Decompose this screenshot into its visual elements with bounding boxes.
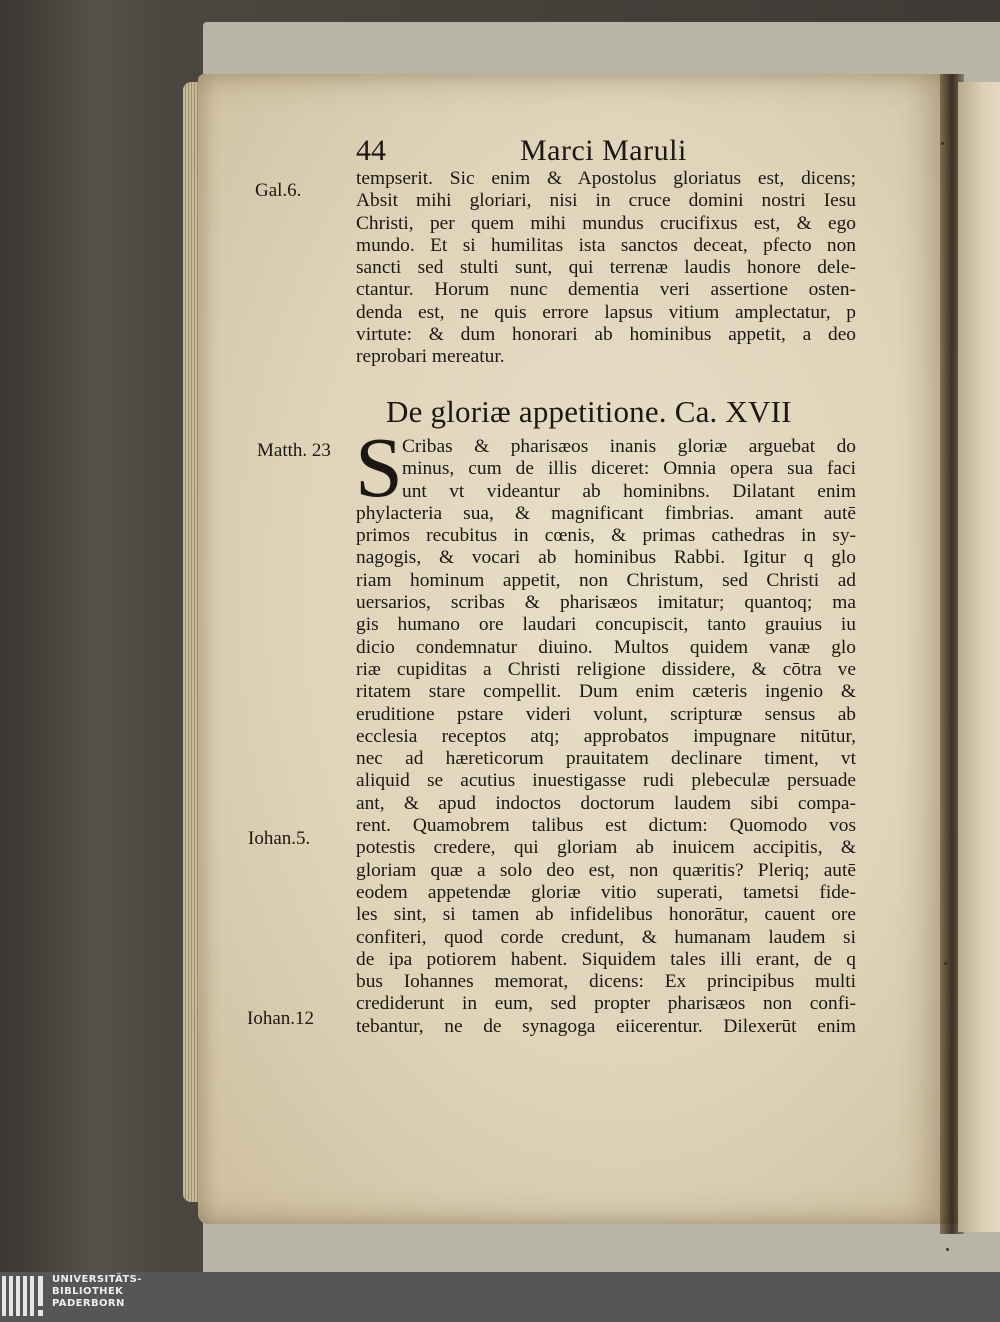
library-name [52,1274,142,1310]
text-line: Absit mihi gloriari, nisi in cruce domini nostri Iesu [356,190,856,212]
text-line: eruditione pstare videri volunt, scripturæ sensus ab [356,703,856,725]
text-line: Cribas & pharisæos inanis gloriæ arguebat do [402,436,856,457]
text-line: gis humano ore laudari concupiscit, tanto grauius iu [356,614,856,636]
top-paragraph [356,168,856,369]
text-line: uersarios, scribas & pharisæos imitatur; quantoq; ma [356,592,856,614]
text-line: ecclesia receptos atq; approbatos impugnare nitūtur, [356,725,856,747]
text-line: bus Iohannes memorat, dicens: Ex principibus multi [356,971,856,993]
library-name-line: BIBLIOTHEK [52,1286,124,1297]
text-line: de ipa potiorem habent. Siquidem tales illi erant, de q [356,948,856,970]
text-line: denda est, ne quis errore lapsus vitium amplectatur, p [356,301,856,323]
text-line: rent. Quamobrem talibus est dictum: Quomodo vos [356,815,856,837]
dust-speck [941,142,944,145]
text-line: primos recubitus in cœnis, & primas cathedras in sy- [356,525,856,547]
text-line: riam hominum appetit, non Christum, sed Christi ad [356,569,856,591]
text-line: tempserit. Sic enim & Apostolus gloriatus est, dicens; [356,168,856,189]
right-page-edge [958,82,1000,1232]
margin-note-gal: Gal.6. [255,180,302,201]
text-line: virtute: & dum honorari ab hominibus appetit, a deo [356,324,856,346]
library-name-line: UNIVERSITÄTS- [52,1274,142,1285]
text-line: dicio condemnatur diuino. Multos quidem vanæ glo [356,636,856,658]
margin-note-johan12: Iohan.12 [247,1008,315,1029]
text-line: reprobari mereatur. [356,346,505,368]
running-head: Marci Maruli [520,134,687,167]
text-line: nec ad hæreticorum prauitatem declinare timent, vt [356,748,856,770]
dust-speck [946,1248,949,1251]
text-line: gloriam quæ a solo deo est, non quæritis? Pleriq; autē [356,859,856,881]
text-line: Christi, per quem mihi mundus crucifixus est, & ego [356,212,856,234]
library-logo-icon [0,1276,46,1316]
text-line: ritatem stare compellit. Dum enim cæteris ingenio & [356,681,856,703]
library-name-line: PADERBORN [52,1298,125,1309]
margin-note-johan5: Iohan.5. [248,828,311,849]
text-line: crediderunt in eum, sed propter pharisæos non confi- [356,993,856,1015]
text-line: mundo. Et si humilitas ista sanctos deceat, pfecto non [356,234,856,256]
dust-speck [944,962,947,965]
text-line: ctantur. Horum nunc dementia veri assertione osten- [356,279,856,301]
text-line: nagogis, & vocari ab hominibus Rabbi. Igitur q glo [356,547,856,569]
text-line: unt vt videantur ab hominibns. Dilatant enim [402,480,856,502]
text-line: sancti sed stulti sunt, qui terrenæ laudis honore dele- [356,257,856,279]
text-line: les sint, si tamen ab infidelibus honorātur, cauent ore [356,904,856,926]
text-line: confiteri, quod corde credunt, & humanam laudem si [356,926,856,948]
text-line: tebantur, ne de synagoga eiicerentur. Dilexerūt enim [356,1015,856,1037]
chapter-heading: De gloriæ appetitione. Ca. XVII [386,394,792,429]
margin-note-matth: Matth. 23 [257,440,331,461]
text-line: aliquid se acutius inuestigasse rudi plebeculæ persuade [356,770,856,792]
library-footer [0,1272,1000,1322]
text-line: phylacteria sua, & magnificant fimbrias. amant autē [356,502,856,524]
chapter-paragraph [356,436,856,1038]
page-number: 44 [356,134,386,167]
text-line: eodem appetendæ gloriæ vitio superati, tametsi fide- [356,881,856,903]
drop-cap-initial: S [355,419,403,515]
text-line: minus, cum de illis diceret: Omnia opera sua faci [402,458,856,480]
text-line: potestis credere, qui gloriam ab inuicem accipitis, & [356,837,856,859]
text-line: ant, & apud indoctos doctorum laudem sibi compa- [356,792,856,814]
text-line: riæ cupiditas a Christi religione dissidere, & cōtra ve [356,658,856,680]
